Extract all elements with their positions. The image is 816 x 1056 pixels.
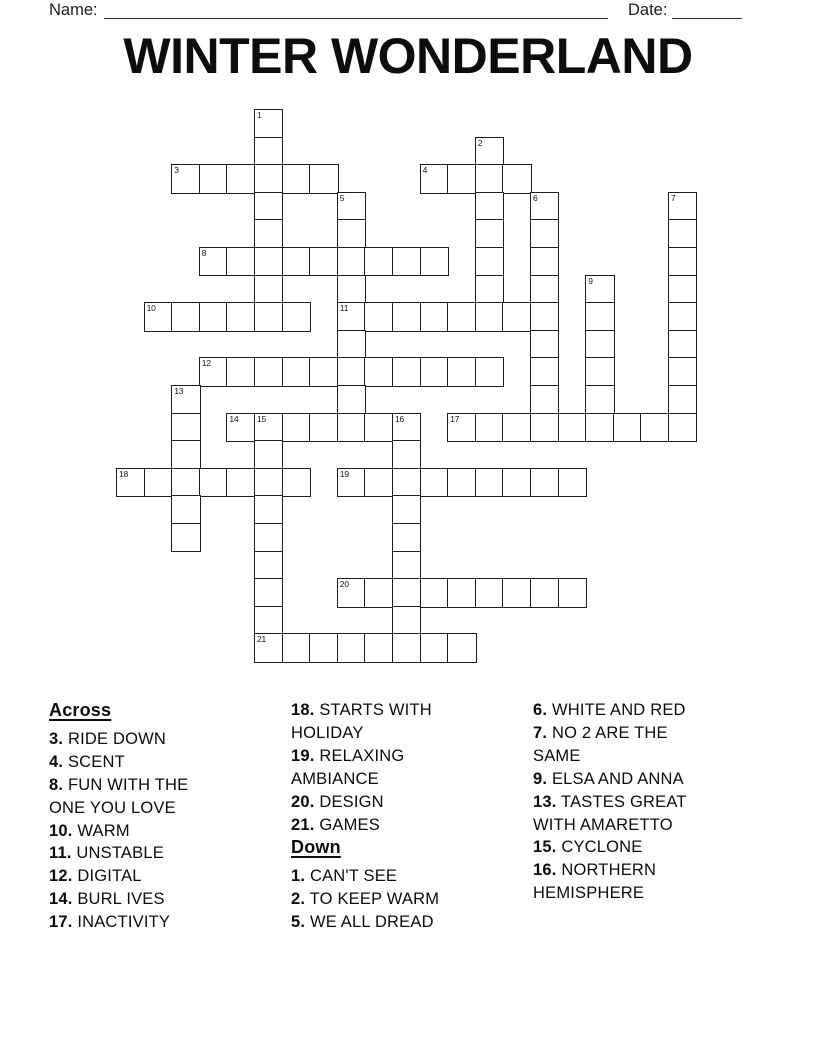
grid-cell[interactable]: [171, 413, 200, 442]
grid-cell[interactable]: [392, 357, 421, 386]
grid-cell[interactable]: [226, 164, 255, 193]
grid-cell[interactable]: [364, 302, 393, 331]
clue-number: 13.: [533, 792, 557, 811]
grid-cell[interactable]: [254, 495, 283, 524]
clue-number: 16.: [533, 861, 557, 880]
grid-cell[interactable]: [337, 468, 366, 497]
grid-cell[interactable]: [447, 357, 476, 386]
clue-number: 3.: [49, 729, 64, 748]
grid-cell[interactable]: [475, 192, 504, 221]
clue-number: 14.: [49, 890, 73, 909]
grid-cell[interactable]: [254, 606, 283, 635]
grid-cell[interactable]: [420, 633, 449, 662]
clue-item: 3. RIDE DOWN: [49, 729, 167, 748]
grid-cell[interactable]: [337, 413, 366, 442]
grid-cell[interactable]: [254, 302, 283, 331]
grid-cell[interactable]: [530, 330, 559, 359]
grid-cell[interactable]: [364, 468, 393, 497]
cell-number: 5: [339, 192, 345, 203]
clue-item: 12. DIGITAL: [49, 867, 142, 886]
grid-cell[interactable]: [254, 633, 283, 662]
grid-cell[interactable]: [585, 275, 614, 304]
grid-cell[interactable]: [337, 357, 366, 386]
grid-cell[interactable]: [309, 633, 338, 662]
clue-item: 2. TO KEEP WARM: [291, 890, 440, 909]
grid-cell[interactable]: [502, 302, 531, 331]
grid-cell[interactable]: [199, 357, 228, 386]
grid-cell[interactable]: [502, 413, 531, 442]
grid-cell[interactable]: [226, 247, 255, 276]
grid-cell[interactable]: [447, 578, 476, 607]
grid-cell[interactable]: [475, 219, 504, 248]
grid-cell[interactable]: [585, 385, 614, 414]
grid-cell[interactable]: [475, 357, 504, 386]
grid-cell[interactable]: [364, 413, 393, 442]
grid-cell[interactable]: [309, 357, 338, 386]
grid-cell[interactable]: [309, 413, 338, 442]
grid-cell[interactable]: [254, 192, 283, 221]
grid-cell[interactable]: [337, 302, 366, 331]
grid-cell[interactable]: [254, 413, 283, 442]
clue-number: 8.: [49, 775, 64, 794]
clue-item: 11. UNSTABLE: [49, 844, 164, 863]
clue-column-1: [49, 699, 227, 934]
clue-number: 21.: [291, 815, 315, 834]
cell-number: 10: [146, 303, 156, 314]
clue-number: 15.: [533, 838, 557, 857]
crossword-grid: [116, 109, 698, 663]
grid-cell[interactable]: [420, 468, 449, 497]
grid-cell[interactable]: [282, 633, 311, 662]
cell-number: 7: [671, 192, 676, 203]
grid-cell[interactable]: [502, 468, 531, 497]
grid-cell[interactable]: [226, 357, 255, 386]
grid-cell[interactable]: [254, 357, 283, 386]
grid-cell[interactable]: [530, 468, 559, 497]
clue-number: 19.: [291, 746, 315, 765]
grid-cell[interactable]: [364, 357, 393, 386]
grid-cell[interactable]: [364, 578, 393, 607]
grid-cell[interactable]: [226, 302, 255, 331]
clue-item: 17. INACTIVITY: [49, 913, 171, 932]
grid-cell[interactable]: [392, 468, 421, 497]
grid-cell[interactable]: [640, 413, 669, 442]
cell-number: 8: [201, 248, 207, 258]
cell-number: 20: [339, 579, 349, 590]
clue-item: 10. WARM: [49, 821, 130, 840]
grid-cell[interactable]: [254, 523, 283, 552]
grid-cell[interactable]: [226, 413, 255, 442]
clue-column-3: [533, 699, 715, 905]
grid-cell[interactable]: [447, 302, 476, 331]
grid-cell[interactable]: [668, 219, 697, 248]
grid-cell[interactable]: [254, 247, 283, 276]
clue-item: 8. FUN WITH THE ONE YOU LOVE: [49, 775, 189, 817]
grid-cell[interactable]: [282, 247, 311, 276]
grid-cell[interactable]: [668, 247, 697, 276]
grid-cell[interactable]: [475, 468, 504, 497]
cell-number: 12: [201, 358, 211, 369]
grid-cell[interactable]: [530, 275, 559, 304]
grid-cell[interactable]: [392, 413, 421, 442]
clue-number: 7.: [533, 723, 548, 742]
cell-number: 9: [588, 275, 593, 286]
grid-cell[interactable]: [502, 164, 531, 193]
section-header-text: Down: [291, 837, 341, 858]
clue-number: 11.: [49, 844, 72, 863]
grid-cell[interactable]: [530, 247, 559, 276]
grid-cell[interactable]: [254, 109, 283, 138]
grid-cell[interactable]: [392, 551, 421, 580]
grid-cell[interactable]: [254, 551, 283, 580]
grid-cell[interactable]: [558, 468, 587, 497]
grid-cell[interactable]: [420, 578, 449, 607]
cell-number: 1: [257, 110, 262, 120]
clue-item: 18. STARTS WITH HOLIDAY: [291, 701, 432, 742]
grid-cell[interactable]: [337, 330, 366, 359]
clue-number: 5.: [291, 913, 306, 932]
grid-cell[interactable]: [337, 385, 366, 414]
clue-number: 10.: [49, 821, 73, 840]
grid-cell[interactable]: [337, 192, 366, 221]
cell-number: 19: [339, 468, 349, 479]
clue-number: 6.: [533, 701, 548, 719]
grid-cell[interactable]: [475, 247, 504, 276]
grid-cell[interactable]: [420, 164, 449, 193]
grid-cell[interactable]: [171, 523, 200, 552]
grid-cell[interactable]: [420, 357, 449, 386]
clue-number: 2.: [291, 890, 306, 909]
grid-cell[interactable]: [668, 192, 697, 221]
grid-cell[interactable]: [475, 413, 504, 442]
page-title: WINTER WONDERLAND: [123, 28, 693, 84]
grid-cell[interactable]: [309, 247, 338, 276]
cell-number: 16: [395, 413, 405, 424]
grid-cell[interactable]: [530, 192, 559, 221]
clue-item: 21. GAMES: [291, 815, 380, 834]
grid-cell[interactable]: [668, 413, 697, 442]
cell-number: 11: [339, 303, 349, 314]
grid-cell[interactable]: [392, 247, 421, 276]
grid-cell[interactable]: [613, 413, 642, 442]
grid-cell[interactable]: [668, 330, 697, 359]
clue-item: 4. SCENT: [49, 752, 125, 771]
grid-cell[interactable]: [199, 302, 228, 331]
grid-cell[interactable]: [282, 164, 311, 193]
grid-cell[interactable]: [337, 247, 366, 276]
grid-cell[interactable]: [282, 302, 311, 331]
grid-cell[interactable]: [282, 413, 311, 442]
grid-cell[interactable]: [254, 219, 283, 248]
grid-cell[interactable]: [475, 302, 504, 331]
cell-number: 13: [174, 386, 184, 396]
clue-item: 16. NORTHERN HEMISPHERE: [533, 861, 657, 903]
clue-item: 20. DESIGN: [291, 792, 384, 811]
grid-cell[interactable]: [475, 137, 504, 166]
grid-cell[interactable]: [392, 302, 421, 331]
grid-cell[interactable]: [392, 606, 421, 635]
grid-cell[interactable]: [199, 468, 228, 497]
grid-cell[interactable]: [171, 440, 200, 469]
clue-item: 19. RELAXING AMBIANCE: [291, 746, 405, 788]
grid-cell[interactable]: [171, 495, 200, 524]
grid-cell[interactable]: [420, 302, 449, 331]
name-label: Name:: [49, 1, 98, 19]
clue-number: 9.: [533, 769, 548, 788]
clue-number: 18.: [291, 701, 315, 719]
grid-cell[interactable]: [475, 164, 504, 193]
grid-cell[interactable]: [392, 495, 421, 524]
grid-cell[interactable]: [585, 357, 614, 386]
grid-cell[interactable]: [530, 578, 559, 607]
grid-cell[interactable]: [530, 219, 559, 248]
grid-cell[interactable]: [530, 357, 559, 386]
grid-cell[interactable]: [144, 468, 173, 497]
grid-cell[interactable]: [364, 247, 393, 276]
grid-cell[interactable]: [530, 302, 559, 331]
date-label: Date:: [628, 1, 668, 19]
grid-cell[interactable]: [420, 247, 449, 276]
cell-number: 21: [257, 634, 267, 645]
grid-cell[interactable]: [282, 357, 311, 386]
grid-cell[interactable]: [254, 440, 283, 469]
grid-cell[interactable]: [447, 468, 476, 497]
grid-cell[interactable]: [668, 385, 697, 414]
grid-cell[interactable]: [392, 523, 421, 552]
cell-number: 14: [229, 413, 239, 424]
grid-cell[interactable]: [585, 413, 614, 442]
grid-cell[interactable]: [530, 413, 559, 442]
grid-cell[interactable]: [668, 302, 697, 331]
cell-number: 3: [174, 165, 179, 176]
grid-cell[interactable]: [337, 219, 366, 248]
grid-cell[interactable]: [502, 578, 531, 607]
clue-item: 9. ELSA AND ANNA: [533, 769, 684, 788]
grid-cell[interactable]: [558, 413, 587, 442]
grid-cell[interactable]: [171, 468, 200, 497]
cell-number: 15: [257, 413, 267, 424]
cell-number: 17: [450, 413, 460, 424]
clue-item: 14. BURL IVES: [49, 890, 165, 909]
grid-cell[interactable]: [364, 633, 393, 662]
grid-cell[interactable]: [254, 275, 283, 304]
cell-number: 4: [422, 165, 428, 176]
clue-item: 5. WE ALL DREAD: [291, 913, 434, 932]
clue-item: 7. NO 2 ARE THE SAME: [533, 723, 668, 765]
grid-cell[interactable]: [309, 164, 338, 193]
grid-cell[interactable]: [144, 302, 173, 331]
grid-cell[interactable]: [558, 578, 587, 607]
clue-number: 12.: [49, 867, 73, 886]
clue-item: 1. CAN'T SEE: [291, 867, 398, 886]
grid-cell[interactable]: [282, 468, 311, 497]
clue-item: 15. CYCLONE: [533, 838, 643, 857]
clue-number: 1.: [291, 867, 306, 886]
grid-cell[interactable]: [199, 247, 228, 276]
grid-cell[interactable]: [226, 468, 255, 497]
grid-cell[interactable]: [337, 275, 366, 304]
grid-cell[interactable]: [171, 164, 200, 193]
grid-cell[interactable]: [337, 633, 366, 662]
clue-number: 4.: [49, 752, 64, 771]
grid-cell[interactable]: [254, 578, 283, 607]
clues-across-header: [49, 699, 227, 728]
grid-cell[interactable]: [392, 578, 421, 607]
clue-number: 20.: [291, 792, 315, 811]
grid-cell[interactable]: [171, 302, 200, 331]
grid-cell[interactable]: [199, 164, 228, 193]
grid-cell[interactable]: [116, 468, 145, 497]
grid-cell[interactable]: [171, 385, 200, 414]
cell-number: 6: [533, 192, 538, 203]
grid-cell[interactable]: [530, 385, 559, 414]
grid-cell[interactable]: [585, 330, 614, 359]
cell-number: 18: [119, 468, 129, 479]
clue-column-2: [291, 699, 469, 934]
grid-cell[interactable]: [254, 468, 283, 497]
grid-cell[interactable]: [392, 633, 421, 662]
grid-cell[interactable]: [475, 275, 504, 304]
grid-cell[interactable]: [392, 440, 421, 469]
grid-cell[interactable]: [254, 137, 283, 166]
date-blank[interactable]: [672, 1, 742, 19]
name-blank[interactable]: [104, 1, 608, 19]
grid-cell[interactable]: [337, 578, 366, 607]
clues-down-header: [291, 836, 469, 865]
grid-cell[interactable]: [668, 275, 697, 304]
grid-cell[interactable]: [447, 633, 476, 662]
grid-cell[interactable]: [447, 164, 476, 193]
grid-cell[interactable]: [254, 164, 283, 193]
grid-cell[interactable]: [585, 302, 614, 331]
clue-item: 6. WHITE AND RED: [533, 701, 686, 719]
clue-number: 17.: [49, 913, 73, 932]
grid-cell[interactable]: [447, 413, 476, 442]
clue-item: 13. TASTES GREAT WITH AMARETTO: [533, 792, 687, 834]
grid-cell[interactable]: [668, 357, 697, 386]
section-header-text: Across: [49, 700, 112, 720]
cell-number: 2: [477, 137, 483, 148]
grid-cell[interactable]: [475, 578, 504, 607]
